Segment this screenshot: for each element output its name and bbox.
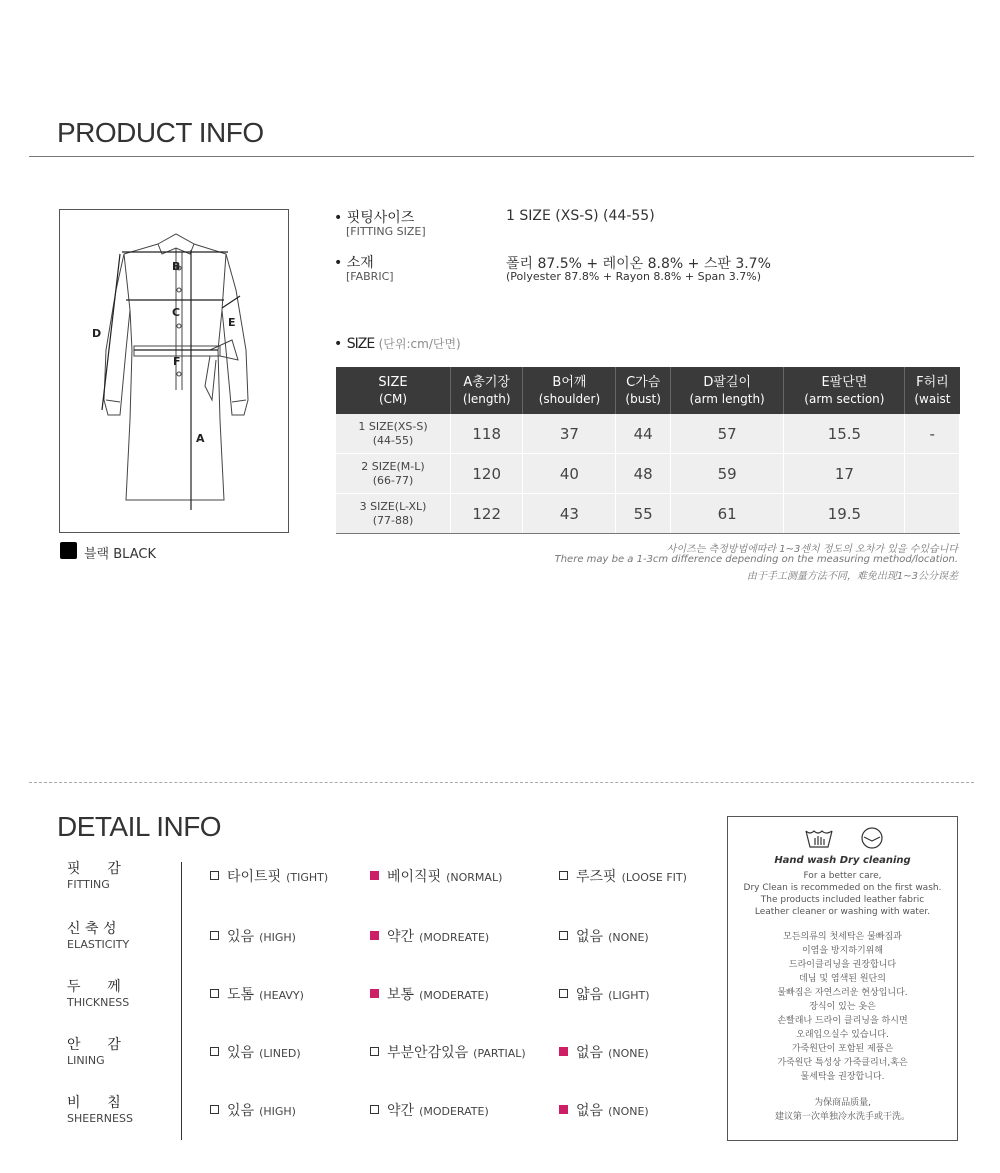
detail-option-en: (HEAVY) [259, 989, 304, 1002]
checked-box-icon [370, 871, 379, 880]
label-b: B [172, 260, 181, 273]
care-line: 물빠짐은 자연스러운 현상입니다. [777, 988, 908, 998]
detail-option [370, 1100, 489, 1120]
detail-divider-line [181, 862, 182, 1140]
detail-option [370, 984, 489, 1004]
care-chinese [728, 1096, 957, 1124]
detail-option [210, 1100, 296, 1120]
detail-option-en: (NONE) [608, 1105, 649, 1118]
size-col-header-main: A총기장 [463, 374, 510, 390]
detail-option [370, 1042, 526, 1062]
measurement-cell: 120 [451, 454, 523, 494]
size-range: (44-55) [372, 433, 414, 447]
measurement-cell: 19.5 [784, 494, 905, 534]
measurement-cell: 57 [670, 414, 784, 454]
unchecked-box-icon [210, 871, 219, 880]
care-heading: Hand wash Dry cleaning [774, 855, 911, 866]
detail-option-en: (MODERATE) [419, 1105, 489, 1118]
care-line: 이염을 방지하기위해 [801, 946, 884, 956]
care-line: 建议第一次单独冷水洗手或干洗。 [774, 1112, 910, 1122]
checked-box-icon [559, 1047, 568, 1056]
size-note-ko: 사이즈는 측정방법에따라 1~3센치 정도의 오차가 있을 수있습니다 [666, 544, 958, 555]
size-col-header-sub: (waist [914, 391, 951, 406]
detail-option-en: (NORMAL) [446, 871, 503, 884]
measurement-cell: 15.5 [784, 414, 905, 454]
size-col-header [523, 367, 616, 414]
checked-box-icon [370, 931, 379, 940]
size-cell [336, 414, 451, 454]
detail-option [370, 926, 489, 946]
size-range: (66-77) [372, 473, 414, 487]
care-line: For a better care, [803, 871, 882, 881]
measurement-cell: 40 [523, 454, 616, 494]
measurement-cell: 122 [451, 494, 523, 534]
detail-option-label: 타이트핏 [227, 869, 282, 885]
unchecked-box-icon [370, 1047, 379, 1056]
detail-option-en: (HIGH) [259, 931, 296, 944]
detail-option-en: (LINED) [259, 1047, 301, 1060]
fabric-value: 폴리 87.5% + 레이온 8.8% + 스판 3.7% [506, 256, 771, 272]
detail-option-en: (MODERATE) [419, 989, 489, 1002]
measurement-cell: 55 [616, 494, 670, 534]
detail-option-label: 없음 [576, 929, 604, 945]
detail-option-label: 약간 [387, 1103, 415, 1119]
detail-label-en: LINING [67, 1054, 105, 1067]
size-col-header-main: SIZE [378, 374, 408, 390]
measurement-cell: 37 [523, 414, 616, 454]
checked-box-icon [559, 1105, 568, 1114]
detail-option-label: 없음 [576, 1045, 604, 1061]
size-table [336, 367, 960, 534]
label-c: C [172, 306, 181, 319]
detail-option-label: 얇음 [576, 987, 604, 1003]
detail-option-label: 루즈핏 [576, 869, 617, 885]
size-name: 1 SIZE(XS-S) [358, 419, 428, 433]
detail-option [210, 866, 328, 886]
detail-option-label: 없음 [576, 1103, 604, 1119]
label-e: E [228, 316, 236, 329]
unchecked-box-icon [210, 1105, 219, 1114]
fabric-value-en: (Polyester 87.8% + Rayon 8.8% + Span 3.7%) [506, 270, 761, 283]
measurement-cell: 48 [616, 454, 670, 494]
measurement-cell: 118 [451, 414, 523, 454]
size-col-header [905, 367, 960, 414]
detail-option-en: (MODREATE) [419, 931, 490, 944]
size-col-header [451, 367, 523, 414]
detail-option-en: (PARTIAL) [473, 1047, 526, 1060]
detail-option-label: 부분안감있음 [387, 1045, 469, 1061]
size-col-header [616, 367, 670, 414]
detail-label-en: THICKNESS [67, 996, 130, 1009]
size-col-header-sub: (length) [462, 391, 511, 406]
detail-option-label: 도톰 [227, 987, 255, 1003]
detail-option-en: (HIGH) [259, 1105, 296, 1118]
fabric-label-en: [FABRIC] [346, 270, 394, 283]
size-col-header [336, 367, 451, 414]
size-note-zh: 由于手工测量方法不同，难免出现1~3公分误差 [746, 571, 958, 582]
detail-option-label: 베이직핏 [387, 869, 442, 885]
dry-cleaning-icon [862, 828, 882, 848]
care-icons [788, 825, 898, 851]
size-range: (77-88) [372, 513, 414, 527]
garment-diagram [59, 209, 289, 533]
detail-option [559, 866, 687, 886]
care-line: Dry Clean is recommeded on the first wash. [743, 883, 942, 893]
size-col-header-sub: (shoulder) [538, 391, 601, 406]
color-swatch-black [60, 542, 77, 559]
size-col-header [670, 367, 784, 414]
detail-option [559, 1100, 649, 1120]
size-col-header-main: C가슴 [626, 374, 661, 390]
care-english [728, 870, 957, 918]
size-col-header-main: D팔길이 [703, 374, 751, 390]
measurement-cell: 43 [523, 494, 616, 534]
divider [29, 156, 974, 157]
care-line: The products included leather fabric [760, 895, 925, 905]
detail-option-en: (LOOSE FIT) [621, 871, 687, 884]
detail-option [210, 984, 304, 1004]
care-line: 모든의류의 첫세탁은 물빠짐과 [783, 932, 902, 942]
size-cell [336, 494, 451, 534]
detail-label: 비 침 [67, 1095, 121, 1111]
product-info-title: PRODUCT INFO [57, 117, 264, 148]
measurement-cell: 59 [670, 454, 784, 494]
unchecked-box-icon [370, 1105, 379, 1114]
detail-option-label: 있음 [227, 1045, 255, 1061]
measurement-cell: 17 [784, 454, 905, 494]
care-line: 가죽원단이 포함된 제품은 [791, 1044, 894, 1054]
label-a: A [196, 432, 205, 445]
label-d: D [92, 327, 102, 340]
shirt-dress-illustration [60, 210, 288, 532]
measurement-cell [905, 454, 960, 494]
unchecked-box-icon [210, 931, 219, 940]
color-label: 블랙 BLACK [84, 547, 156, 562]
care-line: 장식이 있는 옷은 [809, 1002, 876, 1012]
fitting-size-value: 1 SIZE (XS-S) (44-55) [506, 208, 655, 224]
care-instructions-box [727, 816, 958, 1141]
detail-option [559, 1042, 649, 1062]
detail-option-label: 있음 [227, 1103, 255, 1119]
measurement-cell: 44 [616, 414, 670, 454]
measurement-cell: - [905, 414, 960, 454]
size-note-en: There may be a 1-3cm difference depending on the measuring method/location. [554, 554, 958, 565]
unchecked-box-icon [559, 871, 568, 880]
fitting-size-label-en: [FITTING SIZE] [346, 225, 426, 238]
care-line: 데님 및 염색된 원단의 [799, 974, 886, 984]
unchecked-box-icon [559, 989, 568, 998]
detail-option [370, 866, 502, 886]
care-line: 为保商品质量, [814, 1098, 871, 1108]
detail-label: 신 축 성 [67, 921, 117, 937]
size-col-header [784, 367, 905, 414]
size-cell [336, 454, 451, 494]
fitting-size-label: • 핏팅사이즈 [334, 210, 415, 226]
measurement-cell [905, 494, 960, 534]
detail-option [210, 926, 296, 946]
hand-wash-icon [806, 831, 832, 847]
care-line: 물세탁을 권장합니다. [800, 1072, 885, 1082]
detail-option [210, 1042, 301, 1062]
label-f: F [173, 355, 181, 368]
size-col-header-sub: (arm section) [804, 391, 885, 406]
size-col-header-main: B어깨 [552, 374, 587, 390]
detail-option-en: (TIGHT) [286, 871, 329, 884]
detail-option-en: (LIGHT) [608, 989, 650, 1002]
unchecked-box-icon [559, 931, 568, 940]
unchecked-box-icon [210, 1047, 219, 1056]
size-col-header-sub: (arm length) [689, 391, 765, 406]
dashed-divider [29, 782, 974, 783]
detail-option [559, 984, 650, 1004]
care-korean [728, 930, 957, 1084]
detail-option-en: (NONE) [608, 931, 649, 944]
size-table-header-row [336, 367, 960, 414]
detail-option-label: 있음 [227, 929, 255, 945]
detail-info-title: DETAIL INFO [57, 811, 222, 842]
detail-label-en: SHEERNESS [67, 1112, 133, 1125]
size-col-header-sub: (CM) [378, 391, 408, 406]
detail-option-label: 약간 [387, 929, 415, 945]
detail-label-en: FITTING [67, 878, 110, 891]
care-line: 가죽원단 특성상 가죽클리너,혹은 [777, 1058, 908, 1068]
unchecked-box-icon [210, 989, 219, 998]
detail-option [559, 926, 649, 946]
detail-label: 핏 감 [67, 861, 121, 877]
size-col-header-main: F허리 [916, 374, 949, 390]
care-line: 오래입으실수 있습니다. [796, 1030, 889, 1040]
size-name: 3 SIZE(L-XL) [359, 499, 427, 513]
size-name: 2 SIZE(M-L) [361, 459, 425, 473]
detail-option-label: 보통 [387, 987, 415, 1003]
size-table-row [336, 494, 960, 534]
care-line: 드라이클리닝을 권장합니다 [788, 960, 897, 970]
size-table-row [336, 414, 960, 454]
detail-label-en: ELASTICITY [67, 938, 130, 951]
detail-option-en: (NONE) [608, 1047, 649, 1060]
size-heading: • SIZE (단위:cm/단면) [334, 336, 461, 352]
size-table-row [336, 454, 960, 494]
detail-label: 안 감 [67, 1037, 121, 1053]
checked-box-icon [370, 989, 379, 998]
fabric-label: • 소재 [334, 255, 374, 271]
size-col-header-sub: (bust) [625, 391, 661, 406]
detail-label: 두 께 [67, 979, 121, 995]
care-line: 손빨래나 드라이 클리닝을 하시면 [777, 1016, 908, 1026]
size-col-header-main: E팔단면 [821, 374, 868, 390]
care-line: Leather cleaner or washing with water. [754, 907, 931, 917]
measurement-cell: 61 [670, 494, 784, 534]
